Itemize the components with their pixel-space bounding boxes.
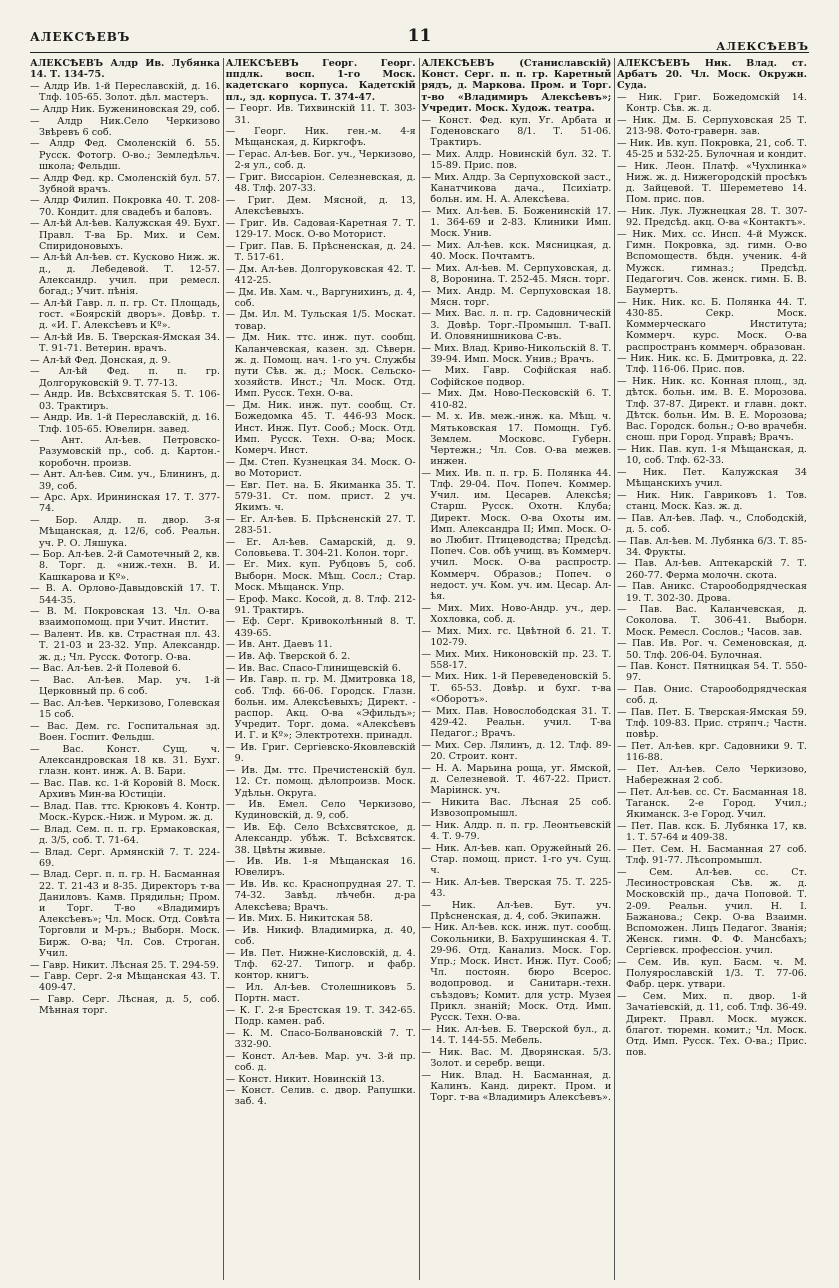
directory-entry: — Конст. Ал-ѣев. Мар. уч. 3-й пр. соб. д. <box>225 1050 416 1073</box>
directory-entry: — Вас. Ал-ѣев. Мар. уч. 1-й Церковный пр. 6 соб. <box>30 674 220 698</box>
directory-entry: — Ив. Дм. ттс. Пречистенскiй бул. 12. Ст. помощ. дѣлопроизв. Моск. Удѣльн. Округа. <box>225 765 416 799</box>
directory-entry: — Влад. Пав. ттс. Крюковъ 4. Контр. Моск.-Курск.-Ниж. и Муром. ж. д. <box>30 800 220 823</box>
directory-entry: — Гавр. Серг. Лѣсная, д. 5, соб. Мѣнная торг. <box>30 994 220 1017</box>
directory-entry: — Конст. Селив. с. двор. Рапушки. заб. 4. <box>225 1085 416 1108</box>
directory-entry: — Георг. Ник. ген.-м. 4-я Мѣщанская, д. Киркгофъ. <box>225 126 416 149</box>
directory-entry: — В. А. Орлово-Давыдовскiй 17. Т. 544-35. <box>30 583 220 606</box>
directory-entry: — Ал-ѣй Ив. Б. Тверская-Ямская 34. Т. 91-71. Ветерин. врачъ. <box>30 331 220 355</box>
directory-entry: — Дм. Ал-ѣев. Долгоруковская 42. Т. 412-25. <box>225 263 416 286</box>
directory-entry: — Ник. Пет. Калужская 34 Мѣщанскихъ учил. <box>616 466 807 490</box>
directory-entry: — Дм. Ил. М. Тульская 1/5. Москат. товар. <box>225 309 416 332</box>
directory-entry-head: АЛЕКСѢЕВЪ Алдр Ив. Лубянка 14. Т. 134-75. <box>30 58 220 81</box>
directory-entry: — Пав. Ал-ѣев. Аптекарскiй 7. Т. 260-77. Ферма молочн. скота. <box>616 558 807 581</box>
directory-entry: — Дм. Ив. Хам. ч., Варгунихинъ, д. 4, соб. <box>225 286 416 309</box>
directory-entry: — Георг. Ив. Тихвинскiй 11. Т. 303-31. <box>225 103 416 126</box>
directory-entry: — Ант. Ал-ѣев. Петровско-Разумовскiй пр., соб. д. Картон.-коробочн. произв. <box>30 435 220 469</box>
directory-entry: — Мих. Мих. Никоновскiй пр. 23. Т. 558-17. <box>421 648 612 671</box>
directory-entry: — Мих. Гавр. Софiйская наб. Софiйское подвор. <box>421 365 612 388</box>
directory-entry: — М. х. Ив. меж.-инж. ка. Мѣщ. ч. Мятьковская 17. Помощн. Губ. Землем. Московс. Губерн. Чертежн.; Чл. Сов. О-ва межев. инжен. <box>421 411 612 468</box>
directory-entry: — Алдр Филип. Покровка 40. Т. 208-70. Кондит. для свадебъ и баловъ. <box>30 195 220 218</box>
directory-entry: — Ник. Ник. кс. Конная площ., зд. дѣтск. больн. им. В. Е. Морозова. Тлф. 37-87. Директ. и главн. докт. Дѣтск. больн. Им. В. Е. Морозова; Вас. Городск. больн.; О-во врачебн. снош. при Город. Управѣ; Врачъ. <box>616 376 807 444</box>
directory-entry: — Ник. Леон. Платф. «Чухлинка» Ниж. ж. д. Нижегородскiй просѣкъ д. Зайцевой. Т. Шереметево 14. Пом. прис. пов. <box>616 160 807 206</box>
directory-entry: — Пав. Конст. Пятницкая 54. Т. 550-97. <box>616 661 807 684</box>
directory-entry: — Мих. Ал-ѣев. М. Серпуховская, д. 8, Воронина. Т. 252-45. Мясн. торг. <box>421 262 612 285</box>
directory-entry: — Вас. Дем. гс. Госпитальная зд. Воен. Госпит. Фельдш. <box>30 720 220 743</box>
directory-entry: — К. М. Спасо-Болвановскiй 7. Т. 332-90. <box>225 1027 416 1050</box>
directory-entry: — Ник. Ал-ѣев. кап. Оружейный 26. Стар. помощ. прист. 1-го уч. Сущ. ч. <box>421 842 612 876</box>
directory-entry: — Пав. Онис. Староободрядческая соб. д. <box>616 684 807 707</box>
directory-entry-head: АЛЕКСѢЕВЪ Ник. Влад. ст. Арбатъ 20. Чл. Моск. Окружн. Суда. <box>616 58 807 92</box>
directory-entry: — Григ. Пав. Б. Прѣсненская, д. 24. Т. 517-61. <box>225 240 416 263</box>
directory-entry: — Ал-ѣй Ал-ѣев. ст. Кусково Ниж. ж. д., д. Лебедевой. Т. 12-57. Александр. учил. при ремесл. богад.; Учит. пѣнiя. <box>30 252 220 298</box>
directory-entry: — Алдр Ник. Бужениновская 29, соб. <box>30 103 220 115</box>
directory-entry: — Пет. Ал-ѣев. Село Черкизово, Набережная 2 соб. <box>616 764 807 787</box>
directory-entry: — Григ. Виссарiон. Селезневская, д. 48. Тлф. 207-33. <box>225 172 416 195</box>
directory-entry: — Ник. Ник. кс. Б. Дмитровка, д. 22. Тлф. 116-06. Прис. пов. <box>616 353 807 376</box>
directory-entry: — Ив. Ив. 1-я Мѣщанская 16. Ювелиръ. <box>225 856 416 879</box>
directory-entry: — Бор. Ал-ѣев. 2-й Самотечный 2, кв. 8. Торг. д. «ниж.-техн. В. И. Кашкарова и Кº». <box>30 549 220 583</box>
directory-entry: — Ив. Аф. Тверской б. 2. <box>225 651 351 663</box>
directory-entry: — Ал-ѣй Гавр. л. п. гр. Ст. Площадь, гост. «Боярскiй дворъ». Довѣр. т. д. «И. Г. Алексѣевъ и Кº». <box>30 297 220 332</box>
directory-entry: — Ив. Ив. кс. Краснопрудная 27. Т. 74-32. Завѣд. лѣчебн. д-ра Алексѣева; Врачъ. <box>225 879 416 913</box>
directory-entry: — Вас. Ал-ѣев. Черкизово, Голевская 15 соб. <box>30 697 220 721</box>
directory-entry: — Мих. Пав. Новослободская 31. Т. 429-42. Реальн. учил. Т-ва Педагог.; Врачъ. <box>421 705 612 739</box>
directory-entry: — Арс. Арх. Ирининская 17. Т. 377-74. <box>30 492 220 515</box>
directory-entry: — Пет. Ал-ѣев. крг. Садовники 9. Т. 116-88. <box>616 741 807 764</box>
directory-entry: — Ник. Ал-ѣев. кск. инж. пут. сообщ. Сокольники, В. Бахрушинская 4. Т. 29-96. Отд. Канализ. Моск. Гор. Упр.; Моск. Инст. Инж. Пут. Сооб; Чл. постоян. бюро Всерос. водопровод. и Санитарн.-техн. съѣздовъ; Комит. для устр. Музея Прикл. знанiй; Моск. Отд. Имп. Русск. Техн. О-ва. <box>421 922 612 1024</box>
directory-entry: — Ник. Пав. куп. 1-я Мѣщанская, д. 10, соб. Тлф. 62-33. <box>616 443 807 467</box>
directory-entry: — Пет. Ал-ѣев. сс. Ст. Басманная 18. Таганск. 2-е Город. Учил.; Якиманск. 3-е Город. Учил. <box>616 787 807 821</box>
directory-entry: — Ник. Алдр. п. п. гр. Леонтьевскiй 4. Т. 9-79. <box>421 819 612 842</box>
directory-entry: — Ник. Лук. Лужнецкая 28. Т. 307-92. Предсѣд. акц. О-ва «Контактъ». <box>616 206 807 229</box>
column-1 <box>30 58 224 1280</box>
directory-entry: — Пет. Пав. кск. Б. Лубянка 17, кв. 1. Т. 57-64 и 409-38. <box>616 821 807 844</box>
directory-entry: — Влад. Серг. Армянскiй 7. Т. 224-69. <box>30 846 220 869</box>
directory-entry: — Вас. Конст. Сущ. ч. Александровская 18 кв. 31. Бухг. глазн. конт. инж. А. В. Бари. <box>30 743 220 778</box>
page-number: 11 <box>407 26 432 46</box>
directory-entry: — Мих. Андр. М. Серпуховская 18. Мясн. торг. <box>421 285 612 308</box>
directory-entry: — Мих. Вас. л. п. гр. Садовническiй 3. Довѣр. Торг.-Промышл. Т-ваП. И. Оловянишникова С-въ. <box>421 308 612 342</box>
page-header <box>30 26 809 53</box>
directory-entry: — Пав. Ал-ѣев. М. Лубянка 6/3. Т. 85-34. Фрукты. <box>616 535 807 558</box>
directory-entry: — Пав. Аникс. Староободрядческая 19. Т. 302-30. Дрова. <box>616 581 807 604</box>
directory-entry: — Пав. Пет. Б. Тверская-Ямская 59. Тлф. 109-83. Прис. стряпч.; Частн. повѣр. <box>616 707 807 741</box>
directory-entry: — Ероф. Макс. Косой, д. 8. Тлф. 212-91. Трактиръ. <box>225 593 416 616</box>
directory-entry: — Сем. Ив. куп. Басм. ч. М. Полуярославскiй 1/3. Т. 77-06. Фабр. церк. утвари. <box>616 957 807 991</box>
directory-entry: — Ник. Мих. сс. Инсп. 4-й Мужск. Гимн. Покровка, зд. гимн. О-во Вспомоществ. бѣдн. ученик. 4-й Мужск. гимназ.; Предсѣд. Педагогич. Сов. женск. гимн. Б. В. Баумертъ. <box>616 229 807 297</box>
directory-entry: — Мих. Алдр. За Серпуховской заст., Канатчикова дача., Психiатр. больн. им. Н. А. Алексѣева. <box>421 171 612 205</box>
directory-entry: — Григ. Дем. Мясной, д. 13, Алексѣевыхъ. <box>225 194 416 218</box>
directory-entry: — Андр. Ив. 1-й Переславскiй, д. 16. Тлф. 105-65. Ювелирн. завед. <box>30 412 220 435</box>
directory-entry: — Ег. Мих. куп. Рубцовъ 5, соб. Выборн. Моск. Мѣщ. Сосл.; Стар. Моск. Мѣщанск. Упр. <box>225 559 416 593</box>
directory-entry: — Ник. Ал-ѣев. Тверская 75. Т. 225-43. <box>421 876 612 899</box>
directory-entry: — Пав. Вас. Каланчевская, д. Соколова. Т. 306-41. Выборн. Моск. Ремесл. Сослов.; Часов. зав. <box>616 604 807 638</box>
directory-entry: — Андр. Ив. Всѣхсвятская 5. Т. 106-03. Трактиръ. <box>30 389 220 412</box>
directory-entry: — Мих. Влад. Криво-Никольскiй 8. Т. 39-94. Имп. Моск. Унив.; Врачъ. <box>421 342 612 365</box>
directory-entry: — Ив. Гавр. п. гр. М. Дмитровка 18, соб. Тлф. 66-06. Городск. Глазн. больн. им. Алексѣевыхъ; Директ. - распор. Акц. О-ва «Эфильдъ»; Учредит. Торг. дома. «Алексѣевъ И. Г. и Кº»; Электротехн. принадл. <box>225 674 416 742</box>
directory-entry: — Ил. Ал-ѣев. Столешниковъ 5. Портн. маст. <box>225 981 416 1005</box>
directory-entry: — Ив. Никиф. Владимирка, д. 40, соб. <box>225 924 416 948</box>
directory-entry: — Ал-ѣй Фед. п. п. гр. Долгоруковскiй 9. Т. 77-13. <box>30 366 220 389</box>
directory-entry: — Дм. Ник. инж. пут. сообщ. Ст. Божедомка 45. Т. 446-93 Моск. Инст. Инж. Пут. Сооб.; Моск. Отд. Имп. Русск. Техн. О-ва; Моск. Комерч. Инст. <box>225 400 416 456</box>
directory-entry: — Герас. Ал-ѣев. Бог. уч., Черкизово, 2-я ул., соб. д. <box>225 149 416 172</box>
directory-entry: — Ал-ѣй Фед. Донская, д. 9. <box>30 354 171 366</box>
directory-columns <box>30 58 810 1280</box>
directory-entry: — Ив. Пет. Нижне-Кисловскiй, д. 4. Тлф. 62-27. Типогр. и фабр. контор. книгъ. <box>225 947 416 982</box>
directory-entry: — Гавр. Серг. 2-я Мѣщанская 43. Т. 409-47. <box>30 971 220 994</box>
directory-entry: — Сем. Мих. п. двор. 1-й Зачатiевскiй, д. 11, соб. Тлф. 36-49. Директ. Правл. Моск. мужск. благот. тюремн. комит.; Чл. Моск. Отд. Имп. Русск. Тех. О-ва.; Прис. пов. <box>616 991 807 1059</box>
directory-entry: — Н. А. Марьина роща, уг. Ямской, д. Селезневой. Т. 467-22. Прист. Марiинск. уч. <box>421 762 612 796</box>
directory-entry: — Мих. Алдр. Новинскiй бул. 32. Т. 15-89. Прис. пов. <box>421 148 612 171</box>
directory-entry: — В. М. Покровская 13. Чл. О-ва взаимопомощ. при Учит. Инстит. <box>30 606 220 629</box>
directory-entry: — К. Г. 2-я Брестская 19. Т. 342-65. Подр. камен. раб. <box>225 1004 416 1028</box>
directory-entry: — Ник. Дм. Б. Серпуховская 25 Т. 213-98. Фото-граверн. зав. <box>616 115 807 138</box>
directory-entry: — Мих. Ник. 1-й Переведеновскiй 5. Т. 65-53. Довѣр. и бухг. т-ва «Оборотъ». <box>421 671 612 705</box>
directory-entry: — Ив. Григ. Сергiевско-Яковлевскiй 9. <box>225 742 416 765</box>
directory-entry: — Влад. Сем. п. п. гр. Ермаковская, д. 3/5, соб. Т. 71-64. <box>30 823 220 846</box>
directory-entry: — Григ. Ив. Садовая-Каретная 7. Т. 129-17. Моск. О-во Моторист. <box>225 217 416 241</box>
directory-entry: — Пав. Ал-ѣев. Лаф. ч., Слободскiй, д. 5. соб. <box>616 512 807 535</box>
directory-entry: — Мих. Мих. Ново-Андр. уч., дер. Хохловка, соб. д. <box>421 602 612 625</box>
column-4 <box>617 58 810 1280</box>
directory-entry: — Ег. Ал-ѣев. Б. Прѣсненскiй 27. Т. 283-51. <box>225 513 416 536</box>
directory-entry: — Конст. Фед. куп. Уг. Арбата и Годеновскаго 8/1. Т. 51-06. Трактиръ. <box>421 114 612 148</box>
directory-entry: — Ег. Ал-ѣев. Самарскiй, д. 9. Соловьева. Т. 304-21. Колон. торг. <box>225 536 416 559</box>
directory-entry: — Алдр Ник.Село Черкизово Звѣревъ 6 соб. <box>30 115 220 138</box>
directory-entry: — Ив. Вас. Спасо-Глинищевскiй 6. <box>225 662 401 674</box>
directory-entry: — Ив. Еф. Село Всѣхсвятское, д. Александр. убѣж. Т. Всѣхсвятск. 38. Цвѣты живые. <box>225 822 416 856</box>
directory-entry: — Ив. Ант. Даевъ 11. <box>225 639 333 651</box>
directory-entry: — Ник. Ник. кс. Б. Полянка 44. Т. 430-85. Секр. Моск. Коммерческаго Института; Коммерч. курс. Моск. О-ва распространъ коммерч. образован. <box>616 296 807 353</box>
directory-entry: — Ник. Ал-ѣев. Бут. уч. Прѣсненская, д. 4, соб. Экипажн. <box>421 899 612 922</box>
directory-entry: — Мих. Дм. Ново-Песковскiй 6. Т. 410-82. <box>421 388 612 411</box>
directory-entry-head: АЛЕКСѢЕВЪ Георг. Георг. ппдлк. восп. 1-го Моск. кадетскаго корпуса. Кадетскiй пл., зд. корпуса. Т. 374-47. <box>225 58 416 103</box>
directory-entry: — Ник. Ник. Гавриковъ 1. Тов. станц. Моск. Каз. ж. д. <box>616 489 807 512</box>
running-head-left: АЛЕКСѢЕВЪ <box>30 30 131 44</box>
header-rule <box>30 52 809 53</box>
directory-entry: — Мих. Мих. гс. Цвѣтной б. 21. Т. 102-79. <box>421 625 612 648</box>
directory-entry-head: АЛЕКСѢЕВЪ (Станиславскiй) Конст. Серг. п. п. гр. Каретный рядъ, д. Маркова. Пром. и Торг. т-во «Владимиръ Алексѣевъ»; Учредит. Моск. Худож. театра. <box>421 58 612 114</box>
directory-entry: — Мих. Ив. п. п. гр. Б. Полянка 44. Тлф. 29-04. Поч. Попеч. Коммер. Учил. им. Цесарев. Алексѣя; Старш. Русск. Охотн. Клуба; Директ. Моск. О-ва Охоты им. Имп. Александра II; Имп. Моск. О-во Любит. Птицеводства; Предсѣд. Попеч. Сов. обѣ учищ. въ Коммерч. учил. Моск. О-ва распростр. Коммерч. Образов.; Попеч. о недост. уч. Ком. уч. им. Цесар. Ал-ѣя. <box>421 467 612 603</box>
directory-entry: — Еф. Серг. Кривоколѣнный 8. Т. 439-65. <box>225 616 416 639</box>
directory-entry: — Пав. Ив. Рог. ч. Семеновская, д. 50. Тлф. 206-04. Булочная. <box>616 638 807 661</box>
column-2 <box>226 58 420 1280</box>
running-head-right: АЛЕКСѢЕВЪ <box>716 40 809 53</box>
directory-entry: — Валент. Ив. кв. Страстная пл. 43. Т. 21-03 и 23-32. Упр. Александр. ж. д.; Чл. Русск. Фотогр. О-ва. <box>30 629 220 663</box>
directory-entry: — Ал-ѣй Ал-ѣев. Калужская 49. Бухг. Правл. Т-ва Бр. Мих. и Сем. Спиридоновыхъ. <box>30 218 220 252</box>
directory-entry: — Ник. Влад. Н. Басманная, д. Калинъ. Канд. директ. Пром. и Торг. т-ва «Владимиръ Алексѣевъ». <box>421 1069 612 1103</box>
directory-entry: — Ив. Мих. Б. Никитская 58. <box>225 913 373 925</box>
directory-entry: — Дм. Ник. ттс. инж. пут. сообщ. Каланчевская, казен. зд. Сѣверн. ж. д. Помощ. нач. 1-го уч. Службы пути Сѣв. ж. д.; Моск. Сельско-хозяйств. Инст.; Чл. Моск. Отд. Имп. Русск. Техн. О-ва. <box>225 332 416 400</box>
directory-entry: — Пет. Сем. Н. Басманная 27 соб. Тлф. 91-77. Лѣсопромышл. <box>616 844 807 867</box>
directory-entry: — Сем. Ал-ѣев. сс. Ст. Лесиностровская Сѣв. ж. д. Московскiй пр., дача Поповой. Т. 2-09. Реальн. учил. Н. I. Бажанова.; Секр. О-ва Взаимн. Вспоможен. Лицъ Педагог. Званiя; Женск. гимн. Ф. Ф. Мансбахъ; Сергiевск. профессiон. учил. <box>616 866 807 957</box>
directory-entry: — Ив. Емел. Село Черкизово, Кудиновскiй, д. 9, соб. <box>225 799 416 822</box>
directory-entry: — Конст. Никит. Новинскiй 13. <box>225 1073 385 1085</box>
directory-entry: — Ант. Ал-ѣев. Сим. уч., Блининъ, д. 39, соб. <box>30 469 220 492</box>
directory-entry: — Мих. Сер. Лялинъ, д. 12. Тлф. 89-20. Строит. конт. <box>421 739 612 762</box>
directory-entry: — Влад. Серг. п. п. гр. Н. Басманная 22. Т. 21-43 и 8-35. Директоръ т-ва Даниловъ. Камв. Прядильн; Пром. и Торг. Т-во «Владимиръ Алексѣевъ»; Чл. Моск. Отд. Совѣта Торговли и М-ръ.; Выборн. Моск. Бирж. О-ва; Чл. Сов. Строган. Учил. <box>30 869 220 959</box>
directory-entry: — Ник. Ив. куп. Покровка, 21, соб. Т. 45-25 и 532-25. Булочная и кондит. <box>616 137 807 161</box>
directory-entry: — Гавр. Никит. Лѣсная 25. Т. 294-59. <box>30 959 219 971</box>
directory-entry: — Алдр Фед. Смоленскiй б. 55. Русск. Фотогр. О-во.; Земледѣльч. школа; Фельдш. <box>30 138 220 172</box>
directory-entry: — Мих. Ал-ѣев. кск. Мясницкая, д. 40. Моск. Почтамтъ. <box>421 239 612 262</box>
directory-entry: — Алдр Ив. 1-й Переславскiй, д. 16. Тлф. 105-65. Золот. дѣл. мастеръ. <box>30 80 220 104</box>
directory-entry: — Ник. Ал-ѣев. Б. Тверской бул., д. 14. Т. 144-55. Мебель. <box>421 1023 612 1046</box>
directory-entry: — Алдр Фед. кр. Смоленскiй бул. 57. Зубной врачъ. <box>30 172 220 195</box>
directory-entry: — Мих. Ал-ѣев. Б. Боженинскiй 17. 1. 364-69 и 2-83. Клиники Имп. Моск. Унив. <box>421 205 612 240</box>
directory-entry: — Ник. Григ. Божедомскiй 14. Контр. Сѣв. ж. д. <box>616 92 807 115</box>
column-3 <box>421 58 615 1280</box>
directory-entry: — Вас. Пав. кс. 1-й Коровiй 8. Моск. Архивъ Мин-ва Юстицiи. <box>30 777 220 800</box>
directory-entry: — Дм. Степ. Кузнецкая 34. Моск. О-во Моторист. <box>225 456 416 479</box>
directory-entry: — Никита Вас. Лѣсная 25 соб. Извозопромышл. <box>421 796 612 819</box>
directory-entry: — Бор. Алдр. п. двор. 3-я Мѣщанская, д. 12/6, соб. Реальн. уч. Р. О. Ляшука. <box>30 515 220 549</box>
directory-entry: — Вас. Ал-ѣев. 2-й Полевой 6. <box>30 663 181 675</box>
directory-entry: — Евг. Пет. на. Б. Якиманка 35. Т. 579-31. Ст. пом. прист. 2 уч. Якимъ. ч. <box>225 479 416 513</box>
directory-entry: — Ник. Вас. М. Дворянская. 5/3. Золот. и серебр. вещи. <box>421 1046 612 1069</box>
